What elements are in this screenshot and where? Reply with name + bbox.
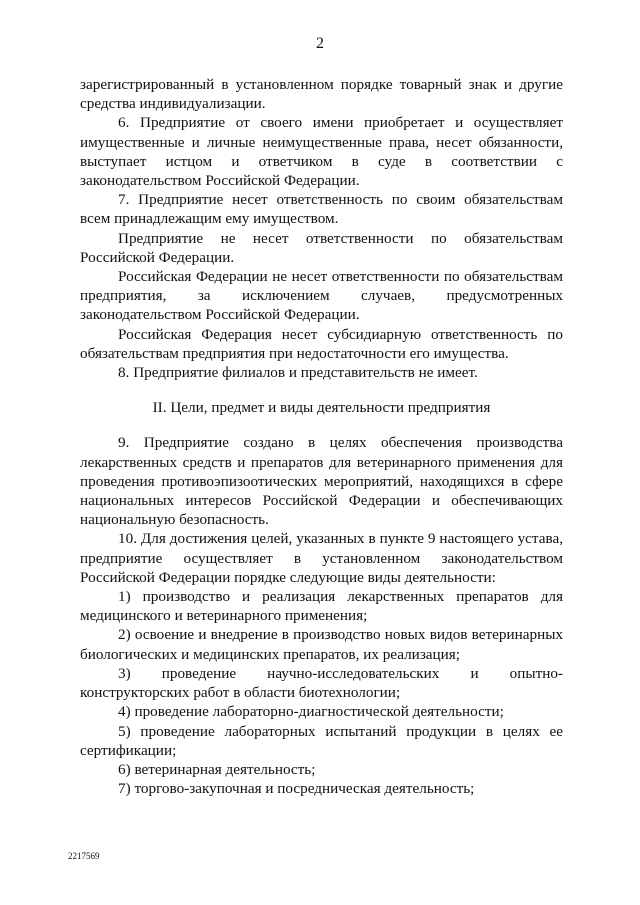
document-body [80, 75, 563, 798]
paragraph-10: 10. Для достижения целей, указанных в пункте 9 настоящего устава, предприятие осуществляет в установленном законодательством Российской Федерации порядке следующие виды деятельности: [80, 530, 563, 586]
paragraph-7: 7. Предприятие несет ответственность по своим обязательствам всем принадлежащим ему имуществом. [80, 191, 563, 228]
section-heading: II. Цели, предмет и виды деятельности предприятия [152, 399, 491, 417]
activity-item-6: 6) ветеринарная деятельность; [118, 760, 316, 778]
activity-item-7: 7) торгово-закупочная и посредническая деятельность; [118, 780, 475, 798]
paragraph-7-subsidiary-liability: Российская Федерация несет субсидиарную ответственность по обязательствам предприятия при недостаточности его имущества. [80, 325, 563, 362]
page-number: 2 [316, 35, 324, 52]
paragraph-7-federation-liability: Российская Федерации не несет ответственности по обязательствам предприятия, за исключением случаев, предусмотренных законодательством Российской Федерации. [80, 268, 563, 324]
activity-item-4: 4) проведение лабораторно-диагностической деятельности; [118, 703, 504, 721]
paragraph-9: 9. Предприятие создано в целях обеспечения производства лекарственных средств и препаратов для ветеринарного применения для проведения противоэпизоотических мероприятий, находящихся в сфере национальных интересов Российской Федерации и обеспечивающих национальную безопасность. [80, 434, 563, 529]
activity-item-5: 5) проведение лабораторных испытаний продукции в целях ее сертификации; [80, 722, 563, 759]
activity-item-3: 3) проведение научно-исследовательских и опытно-конструкторских работ в области биотехнологии; [80, 664, 563, 702]
paragraph-8: 8. Предприятие филиалов и представительств не имеет. [118, 364, 478, 382]
paragraph-6: 6. Предприятие от своего имени приобретает и осуществляет имущественные и личные неимущественные права, несет обязанности, выступает истцом и ответчиком в суде в соответствии с законодательством Российской Федерации. [80, 114, 563, 190]
paragraph-continuation: зарегистрированный в установленном порядке товарный знак и другие средства индивидуализации. [80, 76, 563, 113]
activity-item-1: 1) производство и реализация лекарственных препаратов для медицинского и ветеринарного применения; [80, 588, 563, 625]
paragraph-7-enterprise-liability: Предприятие не несет ответственности по обязательствам Российской Федерации. [80, 229, 563, 266]
document-code: 2217569 [68, 851, 100, 861]
activity-item-2: 2) освоение и внедрение в производство новых видов ветеринарных биологических и медицинских препаратов, их реализация; [80, 626, 563, 663]
